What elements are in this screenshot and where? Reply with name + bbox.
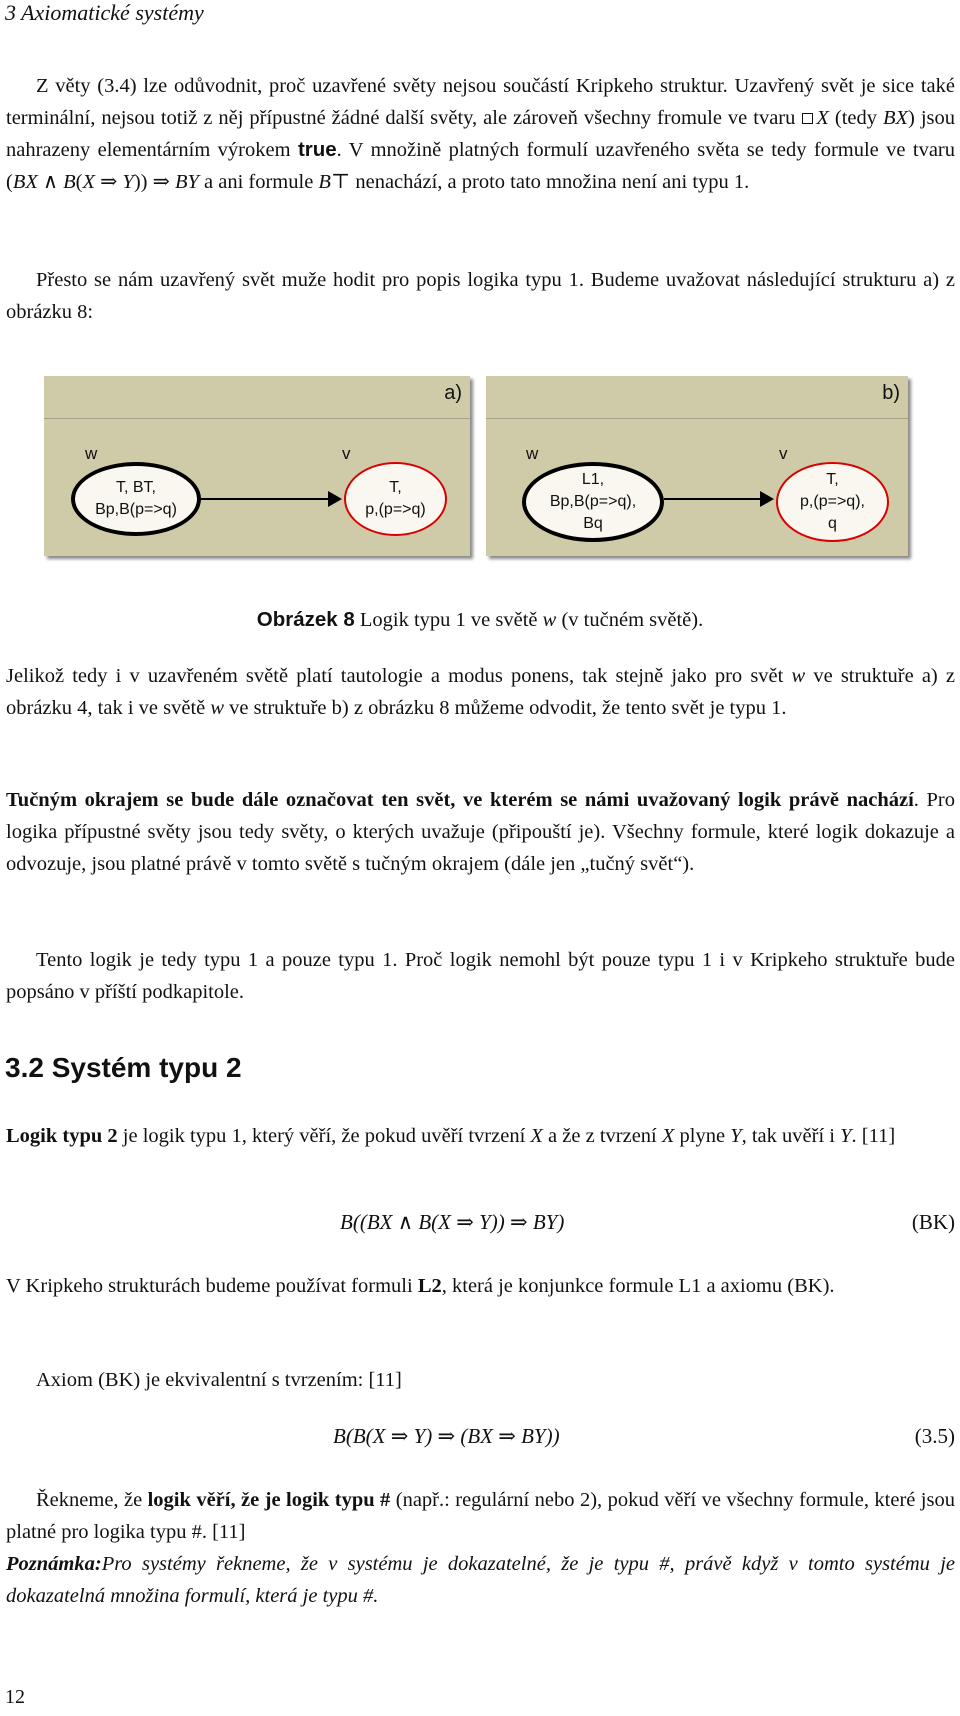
paragraph-l2: V Kripkeho strukturách budeme používat formuli L2, která je konjunkce formule L1 a axiomu (BK).	[6, 1275, 835, 1297]
page-number: 12	[5, 1686, 25, 1708]
world-w-label: w	[526, 444, 539, 463]
paragraph-logic-type-2: Logik typu 2 je logik typu 1, který věří, že pokud uvěří tvrzení X a že z tvrzení X plyne Y, tak uvěří i Y. [11]	[6, 1125, 896, 1147]
running-head: 3 Axiomatické systémy	[5, 0, 204, 25]
box-operator-icon	[802, 113, 813, 124]
paragraph-closed-worlds: Z věty (3.4) lze odůvodnit, proč uzavřené světy nejsou součástí Kripkeho struktur. Uzavřený svět je sice také terminální, nejsou totiž z něj přípustné žádné další světy, ale zároveň všechny fromule ve tvaru X (tedy BX) jsou nahrazeny elementárním výrokem true. V množině platných formulí uzavřeného světa se tedy formule ve tvaru (BX ∧ B(X ⇒ Y)) ⇒ BY a ani formule B⊤ nenachází, a proto tato množina není ani typu 1.	[6, 75, 956, 193]
world-v-label: v	[342, 444, 351, 463]
world-v-node: T, p,(p=>q)	[344, 462, 447, 536]
paragraph-type-1-only: Tento logik je tedy typu 1 a pouze typu 1. Proč logik nemohl být pouze typu 1 i v Kripkeho struktuře bude popsáno v příští podkapitole.	[6, 949, 955, 1003]
world-v-node: T, p,(p=>q), q	[776, 462, 889, 542]
panel-b-header	[486, 376, 908, 419]
accessibility-edge	[664, 498, 760, 500]
world-w-node-bold: T, BT, Bp,B(p=>q)	[71, 462, 201, 536]
paragraph-bold-world: Tučným okrajem se bude dále označovat ten svět, ve kterém se námi uvažovaný logik právě nachází. Pro logika přípustné světy jsou tedy světy, o kterých uvažuje (připouští je). Všechny formule, které logik dokazuje a odvozuje, jsou platné právě v tomto světě s tučným okrajem (dále jen „tučný svět“).	[6, 789, 955, 875]
figure-caption: Obrázek 8 Logik typu 1 ve světě w (v tučném světě).	[256, 608, 704, 631]
equation-formula: B((BX ∧ B(X ⇒ Y)) ⇒ BY)	[340, 1210, 565, 1234]
panel-a-label: a)	[444, 382, 462, 404]
paragraph-logic-believes: Řekneme, že logik věří, že je logik typu # (např.: regulární nebo 2), pokud věří ve všechny formule, které jsou platné pro logika typu #. [11]	[6, 1489, 955, 1543]
world-w-node-bold: L1, Bp,B(p=>q), Bq	[522, 462, 664, 542]
world-w-label: w	[85, 444, 98, 463]
accessibility-edge	[201, 498, 328, 500]
equation-tag: (3.5)	[914, 1424, 955, 1448]
paragraph-tautology: Jelikož tedy i v uzavřeném světě platí tautologie a modus ponens, tak stejně jako pro svět w ve struktuře a) z obrázku 4, tak i ve světě w ve struktuře b) z obrázku 8 můžeme odvodit, že tento svět je typu 1.	[6, 665, 955, 719]
world-v-label: v	[779, 444, 788, 463]
section-heading: 3.2 Systém typu 2	[5, 1052, 242, 1083]
figure-panel-a	[44, 376, 470, 556]
panel-b-label: b)	[882, 382, 900, 404]
paragraph-axiom-equivalent: Axiom (BK) je ekvivalentní s tvrzením: [11]	[36, 1369, 402, 1391]
paragraph-structure-intro: Přesto se nám uzavřený svět muže hodit pro popis logika typu 1. Budeme uvažovat následující strukturu a) z obrázku 8:	[6, 269, 955, 323]
equation-formula: B(B(X ⇒ Y) ⇒ (BX ⇒ BY))	[333, 1424, 560, 1448]
note-paragraph: Poznámka:Pro systémy řekneme, že v systému je dokazatelné, že je typu #, právě když v tomto systému je dokazatelná množina formulí, která je typu #.	[6, 1553, 955, 1607]
equation-tag: (BK)	[911, 1210, 955, 1234]
figure-panel-b	[486, 376, 908, 556]
arrowhead-icon	[760, 491, 774, 507]
arrowhead-icon	[328, 491, 342, 507]
panel-a-header	[44, 376, 470, 419]
